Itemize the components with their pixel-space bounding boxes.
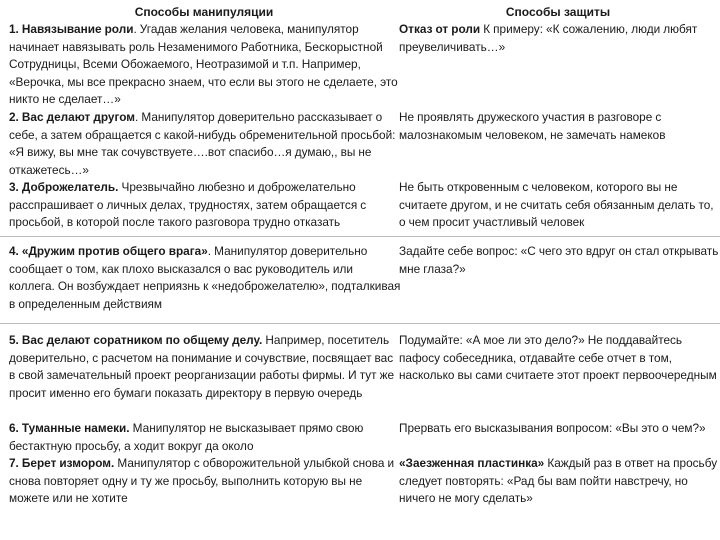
row-1-manipulation bbox=[9, 21, 401, 232]
defense-2: Не проявлять дружеского участия в разговоре с малознакомым человеком, не замечать намеков bbox=[399, 110, 666, 142]
manipulation-2: 2. Вас делают другом. Манипулятор доверительно рассказывает о себе, а затем обращается с какой-нибудь обременительной просьбой: «Я вижу, вы мне так сочувствуете….вот спасибо…я думаю,, вы не откажетесь…» bbox=[9, 110, 396, 177]
defense-6: Прервать его высказывания вопросом: «Вы это о чем?» bbox=[399, 421, 706, 435]
manipulation-7: 7. Берет измором. Манипулятор с обворожительной улыбкой снова и снова повторяет одну и ту же просьбу, выполнить которую вы не можете или не хотите bbox=[9, 456, 395, 506]
manipulation-6: 6. Туманные намеки. Манипулятор не высказывает прямо свою бестактную просьбу, а ходит вокруг да около bbox=[9, 421, 364, 453]
row-divider bbox=[0, 236, 720, 237]
header-defense: Способы защиты bbox=[505, 5, 611, 19]
manipulation-1: 1. Навязывание роли. Угадав желания человека, манипулятор начинает навязывать роль Незаменимого Работника, Бескорыстной Сотрудницы, Всеми Обожаемого, Неотразимой и т.п. Например, «Верочка, мы все прекрасно знаем, что если вы этого не сделаете, это никто не сделает…» bbox=[9, 22, 398, 107]
row-3-manipulation bbox=[9, 332, 401, 508]
defense-4: Задайте себе вопрос: «С чего это вдруг он стал открывать мне глаза?» bbox=[399, 244, 719, 276]
row-divider bbox=[0, 323, 720, 324]
row-3-defense bbox=[399, 332, 719, 508]
manipulation-3: 3. Доброжелатель. Чрезвычайно любезно и доброжелательно расспрашивает о личных делах, трудностях, затем обращается с просьбой, в которой после такого разговора трудно отказать bbox=[9, 180, 367, 230]
defense-7: «Заезженная пластинка» Каждый раз в ответ на просьбу следует повторять: «Рад бы вам пойти навстречу, но ничего не могу сделать» bbox=[399, 456, 718, 506]
row-2-manipulation bbox=[9, 243, 401, 313]
row-2-defense bbox=[399, 243, 719, 278]
row-1-defense bbox=[399, 21, 719, 232]
defense-1: Отказ от роли К примеру: «К сожалению, люди любят преувеличивать…» bbox=[399, 22, 698, 54]
defense-5: Подумайте: «А мое ли это дело?» Не поддавайтесь пафосу собеседника, отдавайте себе отчет в том, насколько вы сами считаете этот проект первоочередным bbox=[399, 333, 717, 383]
manipulation-5: 5. Вас делают соратником по общему делу. Например, посетитель доверительно, с расчетом на понимание и сочувствие, посвящает вас в свой замечательный проект реорганизации работы фирмы. И тут же просит именно его бумаги показать директору в первую очередь bbox=[9, 333, 395, 400]
defense-3: Не быть откровенным с человеком, которого вы не считаете другом, и не считать себя обязанным делать то, о чем просит участливый человек bbox=[399, 180, 714, 230]
header-manipulation: Способы манипуляции bbox=[134, 5, 274, 19]
manipulation-4: 4. «Дружим против общего врага». Манипулятор доверительно сообщает о том, как плохо высказался о вас руководитель или коллега. Он возбуждает неприязнь к «недоброжелателю», подталкивая в определенным действиям bbox=[9, 244, 401, 311]
